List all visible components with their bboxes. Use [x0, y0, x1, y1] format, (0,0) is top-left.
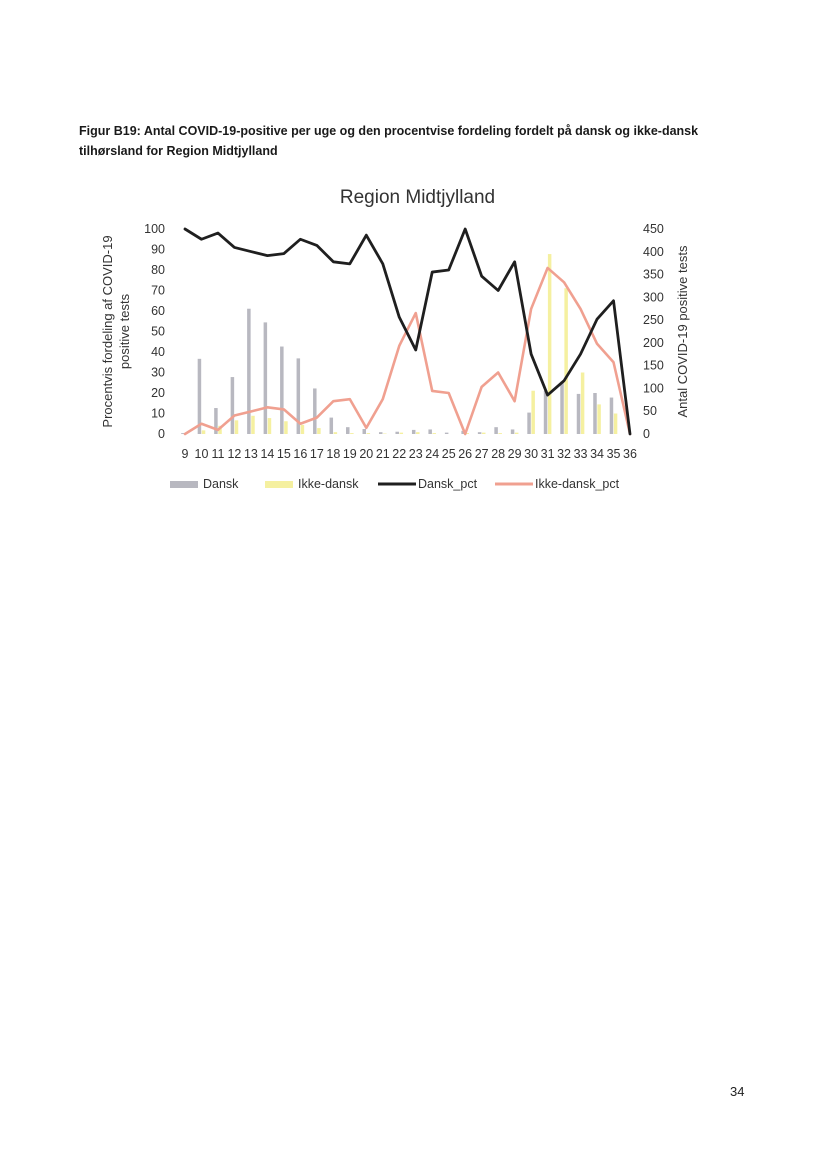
- x-tick-label: 23: [408, 447, 423, 461]
- bar-dansk: [511, 429, 514, 434]
- bar-ikke-dansk: [515, 433, 519, 434]
- chart-svg: [95, 180, 705, 500]
- legend-label-ikke-dansk: Ikke-dansk: [298, 477, 359, 491]
- bar-ikke-dansk: [367, 433, 371, 434]
- bar-dansk: [198, 359, 202, 434]
- bar-dansk: [247, 309, 251, 434]
- x-tick-label: 9: [181, 447, 189, 461]
- y-left-axis-label-line1: Procentvis fordeling af COVID-19: [100, 235, 115, 428]
- x-tick-label: 15: [276, 447, 291, 461]
- y-right-tick-label: 150: [643, 358, 664, 373]
- x-tick-label: 33: [573, 447, 588, 461]
- bar-dansk: [231, 377, 235, 434]
- y-left-tick-label: 80: [151, 263, 165, 277]
- y-right-tick-label: 200: [643, 335, 664, 350]
- y-right-tick-label: 0: [643, 427, 650, 441]
- y-left-tick-label: 40: [151, 345, 165, 359]
- bar-ikke-dansk: [581, 373, 585, 435]
- bar-ikke-dansk: [548, 254, 552, 434]
- bar-dansk: [560, 382, 564, 434]
- y-left-tick-label: 100: [144, 222, 165, 236]
- chart-container: [95, 180, 705, 500]
- x-tick-label: 31: [540, 447, 555, 461]
- page-number: 34: [730, 1084, 745, 1099]
- caption-line-1: Figur B19: Antal COVID-19-positive per uge og den procentvise fordeling fordelt på dansk og ikke-dansk: [79, 124, 699, 138]
- bar-dansk: [379, 432, 383, 434]
- bar-dansk: [362, 429, 366, 434]
- bar-ikke-dansk: [334, 432, 338, 434]
- bar-dansk: [610, 398, 614, 434]
- y-right-tick-label: 350: [643, 267, 664, 282]
- x-tick-label: 12: [227, 447, 242, 461]
- x-tick-label: 11: [211, 447, 225, 461]
- y-right-tick-label: 300: [643, 290, 664, 305]
- legend-label-dansk-pct: Dansk_pct: [418, 477, 478, 491]
- x-tick-label: 36: [623, 447, 637, 461]
- caption-line-2: tilhørsland for Region Midtjylland: [79, 144, 278, 158]
- bar-ikke-dansk: [235, 420, 239, 434]
- x-tick-label: 29: [507, 447, 522, 461]
- y-left-tick-label: 50: [151, 324, 165, 339]
- y-right-tick-label: 450: [643, 222, 664, 236]
- figure-caption: [79, 121, 759, 161]
- x-tick-label: 13: [243, 447, 258, 461]
- chart-title: Region Midtjylland: [339, 187, 496, 208]
- legend-swatch-ikke-dansk: [265, 481, 293, 488]
- y-left-tick-label: 60: [151, 304, 165, 318]
- x-tick-label: 20: [359, 447, 374, 461]
- bar-dansk: [478, 432, 482, 434]
- y-left-tick-label: 20: [151, 386, 165, 400]
- y-right-tick-label: 250: [643, 313, 664, 328]
- bar-dansk: [428, 429, 432, 434]
- bar-ikke-dansk: [433, 433, 437, 434]
- y-right-tick-label: 50: [643, 404, 657, 419]
- y-left-tick-label: 70: [151, 283, 165, 298]
- y-left-axis-label: [100, 235, 132, 427]
- bar-ikke-dansk: [498, 433, 502, 434]
- bar-ikke-dansk: [416, 432, 420, 434]
- y-left-tick-label: 30: [151, 365, 165, 380]
- legend-swatch-dansk: [170, 481, 198, 488]
- x-tick-label: 10: [194, 447, 209, 461]
- bar-ikke-dansk: [284, 421, 288, 434]
- bar-dansk: [494, 427, 498, 434]
- x-tick-label: 24: [425, 447, 440, 461]
- x-tick-label: 34: [590, 447, 604, 461]
- bar-dansk: [313, 388, 317, 434]
- x-tick-label: 18: [326, 447, 341, 461]
- legend-label-ikke-dansk-pct: Ikke-dansk_pct: [535, 477, 620, 491]
- x-tick-label: 35: [606, 447, 621, 461]
- bar-dansk: [527, 413, 531, 434]
- legend-label-dansk: Dansk: [203, 477, 239, 491]
- bar-dansk: [280, 347, 284, 434]
- bar-dansk: [264, 322, 268, 434]
- y-left-tick-label: 0: [158, 427, 165, 441]
- bar-dansk: [445, 433, 449, 434]
- x-tick-label: 32: [557, 447, 572, 461]
- x-tick-label: 30: [524, 447, 539, 461]
- x-tick-label: 27: [474, 447, 489, 461]
- x-tick-label: 14: [260, 447, 275, 461]
- bar-dansk: [577, 394, 581, 434]
- x-tick-label: 28: [491, 447, 506, 461]
- bar-dansk: [346, 427, 350, 434]
- bar-ikke-dansk: [597, 404, 601, 434]
- y-left-tick-label: 90: [151, 242, 165, 257]
- x-tick-label: 16: [293, 447, 308, 461]
- bar-ikke-dansk: [400, 433, 404, 434]
- bar-ikke-dansk: [301, 425, 305, 434]
- bar-ikke-dansk: [482, 433, 486, 434]
- x-tick-label: 17: [309, 447, 324, 461]
- x-tick-label: 22: [392, 447, 407, 461]
- x-tick-label: 25: [441, 447, 456, 461]
- y-right-tick-label: 400: [643, 244, 664, 259]
- x-tick-label: 21: [375, 447, 390, 461]
- bar-ikke-dansk: [531, 391, 535, 434]
- y-right-axis-label: Antal COVID-19 positive tests: [675, 245, 690, 418]
- bar-ikke-dansk: [317, 428, 321, 434]
- bar-dansk: [544, 391, 548, 434]
- bar-ikke-dansk: [202, 430, 206, 434]
- x-tick-label: 19: [342, 447, 357, 461]
- bar-ikke-dansk: [268, 418, 272, 434]
- bar-dansk: [412, 430, 416, 434]
- bar-ikke-dansk: [614, 414, 618, 435]
- x-tick-label: 26: [458, 447, 473, 461]
- bar-dansk: [330, 418, 334, 434]
- bar-dansk: [395, 432, 399, 434]
- bar-ikke-dansk: [251, 416, 255, 434]
- bar-dansk: [593, 393, 597, 434]
- y-left-tick-label: 10: [151, 406, 165, 421]
- bar-ikke-dansk: [350, 433, 354, 434]
- y-right-tick-label: 100: [643, 381, 664, 396]
- y-left-axis-label-line2: positive tests: [117, 293, 132, 370]
- bar-ikke-dansk: [564, 288, 568, 434]
